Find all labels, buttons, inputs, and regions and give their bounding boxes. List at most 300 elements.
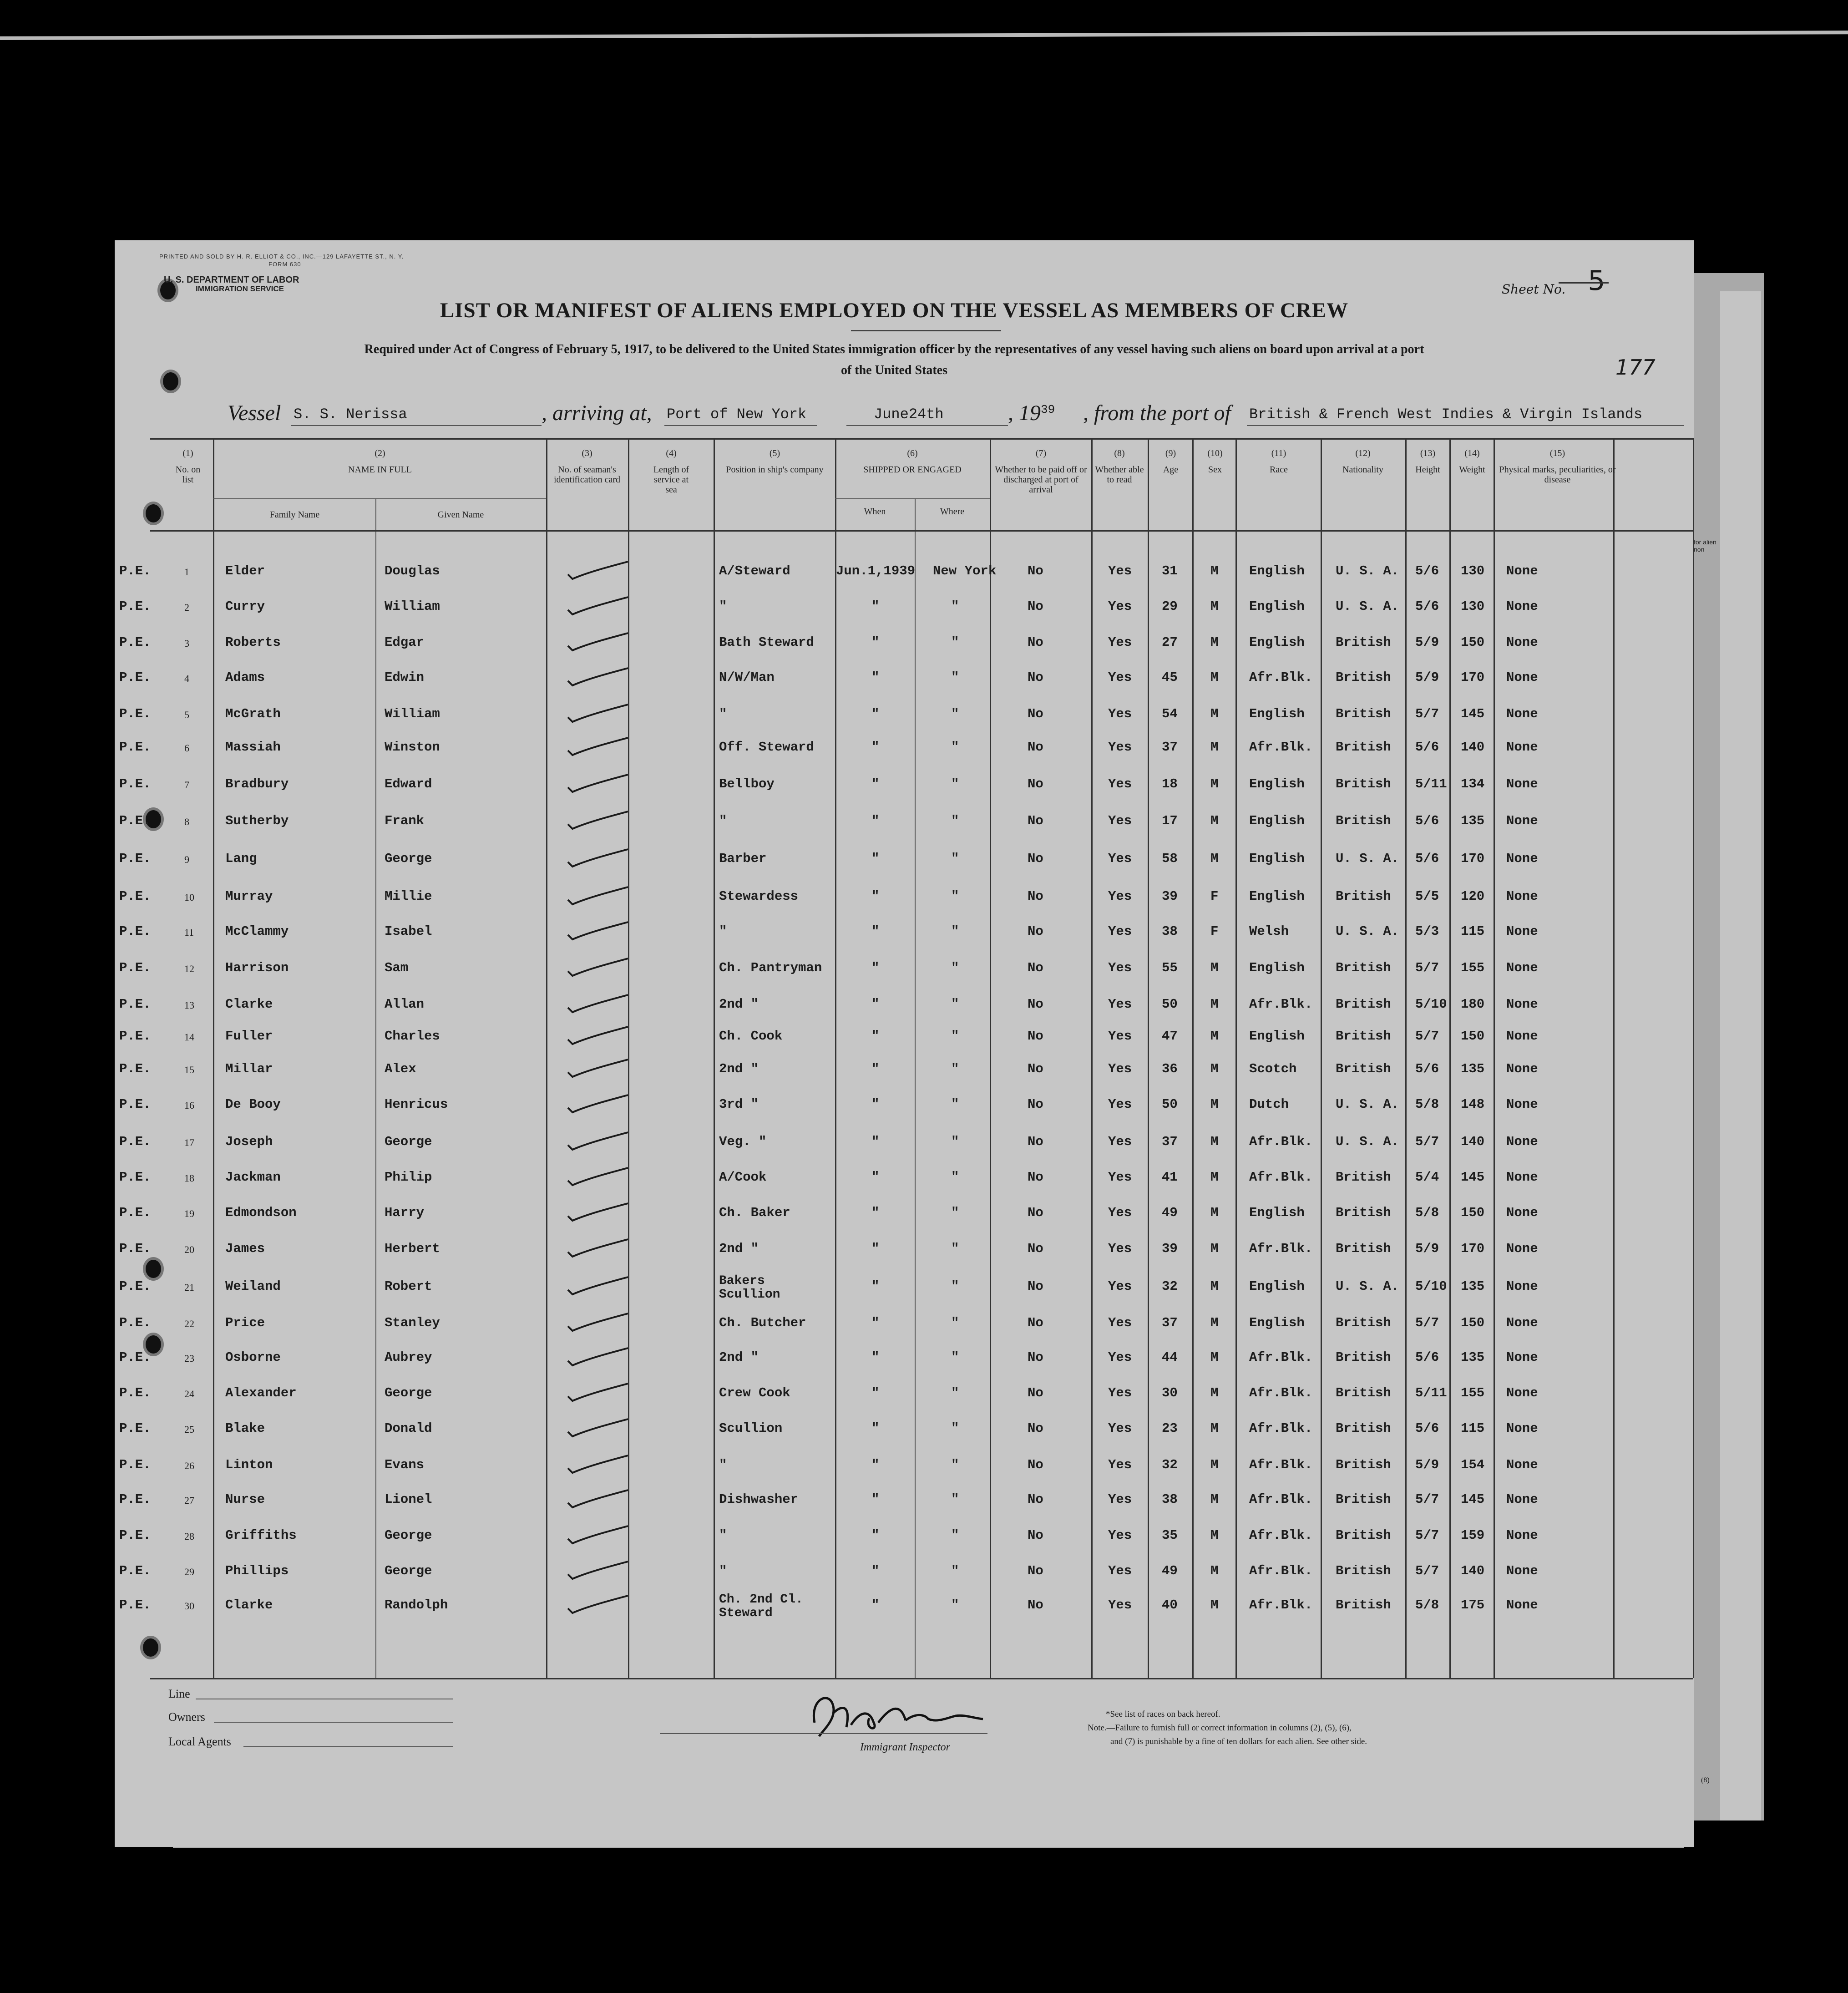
physical-marks-cell: None — [1506, 1170, 1538, 1185]
age-cell: 23 — [1162, 1421, 1178, 1436]
list-number-cell: 14 — [184, 1031, 194, 1043]
height-cell: 5/6 — [1415, 1421, 1439, 1436]
height-cell: 5/7 — [1415, 1492, 1439, 1507]
family-name-cell: Elder — [225, 563, 265, 578]
given-name-cell: Randolph — [385, 1597, 448, 1613]
shipped-when-cell: " — [871, 1170, 880, 1185]
race-cell: Scotch — [1249, 1061, 1297, 1076]
height-cell: 5/9 — [1415, 635, 1439, 650]
status-cell: P.E. — [119, 1205, 151, 1220]
table-rule — [150, 1678, 1693, 1679]
list-number-cell: 10 — [184, 892, 194, 903]
sex-cell: M — [1210, 1061, 1219, 1076]
shipped-when-cell: " — [871, 635, 880, 650]
list-number-cell: 28 — [184, 1531, 194, 1542]
list-number-cell: 15 — [184, 1064, 194, 1075]
able-to-read-cell: Yes — [1108, 1528, 1132, 1543]
sex-cell: M — [1210, 635, 1219, 650]
paid-off-cell: No — [1028, 1279, 1043, 1294]
shipped-when-cell: " — [871, 599, 880, 614]
shipped-where-cell: " — [951, 740, 959, 755]
position-cell: Stewardess — [719, 889, 799, 904]
nationality-cell: British — [1336, 1421, 1391, 1436]
position-cell: Ch. Butcher — [719, 1315, 806, 1330]
weight-cell: 145 — [1461, 1492, 1485, 1507]
status-cell: P.E. — [119, 813, 151, 828]
physical-marks-cell: None — [1506, 997, 1538, 1012]
list-number-cell: 25 — [184, 1424, 194, 1435]
position-cell: Barber — [719, 851, 767, 866]
paid-off-cell: No — [1028, 776, 1043, 791]
subtitle-line-1: Required under Act of Congress of February 5, 1917, to be delivered to the United States immigration officer by the representatives of any vessel having such aliens on board upon arrival at a port — [364, 342, 1424, 356]
shipped-when-cell: " — [871, 851, 880, 866]
paid-off-cell: No — [1028, 1315, 1043, 1330]
col-label: NAME IN FULL — [348, 465, 412, 475]
paid-off-cell: No — [1028, 706, 1043, 721]
col-number: (4) — [666, 448, 677, 458]
race-cell: Afr.Blk. — [1249, 997, 1313, 1012]
race-cell: English — [1249, 960, 1305, 975]
family-name-cell: Osborne — [225, 1350, 281, 1365]
able-to-read-cell: Yes — [1108, 1029, 1132, 1044]
shipped-when-cell: " — [871, 960, 880, 975]
col-label: Height — [1415, 465, 1440, 475]
physical-marks-cell: None — [1506, 1421, 1538, 1436]
list-number-cell: 18 — [184, 1172, 194, 1184]
position-cell: 2nd " — [719, 1350, 759, 1365]
col-number: (7) — [1035, 448, 1047, 458]
voyage-line — [228, 401, 1684, 428]
family-name-cell: Edmondson — [225, 1205, 297, 1220]
table-row — [0, 842, 1684, 877]
status-cell: P.E. — [119, 1029, 151, 1044]
status-cell: P.E. — [119, 889, 151, 904]
shipped-when-cell: " — [871, 1315, 880, 1330]
sex-cell: M — [1210, 1421, 1219, 1436]
shipped-where-cell: " — [951, 889, 959, 904]
given-name-cell: George — [385, 1134, 432, 1149]
paid-off-cell: No — [1028, 889, 1043, 904]
age-cell: 41 — [1162, 1170, 1178, 1185]
weight-cell: 148 — [1461, 1097, 1485, 1112]
age-cell: 37 — [1162, 1134, 1178, 1149]
age-cell: 38 — [1162, 1492, 1178, 1507]
col-label: SHIPPED OR ENGAGED — [863, 465, 962, 475]
sheet-number-label: Sheet No. — [1502, 282, 1566, 297]
col-header-where: Where — [940, 507, 965, 517]
col-header-5 — [717, 448, 833, 475]
given-name-cell: Winston — [385, 740, 440, 755]
weight-cell: 130 — [1461, 599, 1485, 614]
list-number-cell: 22 — [184, 1318, 194, 1329]
nationality-cell: British — [1336, 706, 1391, 721]
col-header-11 — [1238, 448, 1320, 475]
position-cell: Ch. Cook — [719, 1029, 783, 1044]
age-cell: 50 — [1162, 1097, 1178, 1112]
age-cell: 58 — [1162, 851, 1178, 866]
table-row — [0, 1448, 1684, 1484]
check-mark-icon — [564, 1056, 633, 1083]
height-cell: 5/6 — [1415, 563, 1439, 578]
table-row — [0, 1483, 1684, 1518]
table-row — [0, 880, 1684, 915]
table-row — [0, 767, 1684, 803]
sheet-number-value: 5 — [1588, 265, 1605, 297]
paid-off-cell: No — [1028, 635, 1043, 650]
given-name-cell: William — [385, 706, 440, 721]
paid-off-cell: No — [1028, 1350, 1043, 1365]
race-cell: English — [1249, 563, 1305, 578]
status-cell: P.E. — [119, 706, 151, 721]
given-name-cell: Isabel — [385, 924, 432, 939]
table-row — [0, 730, 1684, 766]
position-cell: " — [719, 924, 727, 939]
physical-marks-cell: None — [1506, 1097, 1538, 1112]
list-number-cell: 26 — [184, 1460, 194, 1471]
vessel-label: Vessel — [228, 401, 281, 425]
family-name-cell: Fuller — [225, 1029, 273, 1044]
position-cell: Off. Steward — [719, 740, 814, 755]
weight-cell: 150 — [1461, 1315, 1485, 1330]
margin-note: for alien non — [1694, 538, 1716, 553]
position-cell: N/W/Man — [719, 670, 775, 685]
race-cell: English — [1249, 889, 1305, 904]
weight-cell: 120 — [1461, 889, 1485, 904]
position-cell: " — [719, 1563, 727, 1578]
table-row — [0, 1019, 1684, 1055]
weight-cell: 140 — [1461, 1134, 1485, 1149]
able-to-read-cell: Yes — [1108, 1563, 1132, 1578]
physical-marks-cell: None — [1506, 1134, 1538, 1149]
check-mark-icon — [564, 991, 633, 1019]
weight-cell: 170 — [1461, 670, 1485, 685]
vessel-name: S. S. Nerissa — [294, 406, 407, 423]
table-row — [0, 661, 1684, 696]
list-number-cell: 11 — [184, 927, 194, 938]
check-mark-icon — [564, 1164, 633, 1192]
age-cell: 40 — [1162, 1597, 1178, 1613]
table-row — [0, 1341, 1684, 1376]
age-cell: 50 — [1162, 997, 1178, 1012]
check-mark-icon — [564, 918, 633, 946]
family-name-cell: Nurse — [225, 1492, 265, 1507]
position-cell: " — [719, 706, 727, 721]
weight-cell: 154 — [1461, 1457, 1485, 1472]
given-name-cell: Evans — [385, 1457, 425, 1472]
local-agents-field — [243, 1746, 453, 1747]
col-label: Position in ship's company — [726, 465, 824, 475]
shipped-where-cell: " — [951, 924, 959, 939]
check-mark-icon — [564, 1592, 633, 1619]
given-name-cell: George — [385, 1528, 432, 1543]
physical-marks-cell: None — [1506, 776, 1538, 791]
status-cell: P.E. — [119, 1492, 151, 1507]
check-mark-icon — [564, 1380, 633, 1407]
list-number-cell: 23 — [184, 1353, 194, 1364]
shipped-where-cell: " — [951, 1170, 959, 1185]
punch-hole — [163, 372, 178, 390]
weight-cell: 150 — [1461, 635, 1485, 650]
able-to-read-cell: Yes — [1108, 1241, 1132, 1256]
col-number: (13) — [1420, 448, 1436, 458]
physical-marks-cell: None — [1506, 1061, 1538, 1076]
given-name-cell: Frank — [385, 813, 425, 828]
status-cell: P.E. — [119, 851, 151, 866]
check-mark-icon — [564, 1415, 633, 1443]
sex-cell: M — [1210, 1205, 1219, 1220]
owners-label: Owners — [168, 1710, 205, 1724]
shipped-when-cell: " — [871, 1134, 880, 1149]
sex-cell: M — [1210, 563, 1219, 578]
race-cell: Afr.Blk. — [1249, 1421, 1313, 1436]
paid-off-cell: No — [1028, 563, 1043, 578]
position-cell: Dishwasher — [719, 1492, 799, 1507]
shipped-when-cell: " — [871, 1492, 880, 1507]
given-name-cell: Charles — [385, 1029, 440, 1044]
able-to-read-cell: Yes — [1108, 1492, 1132, 1507]
status-cell: P.E. — [119, 1279, 151, 1294]
col-label: Whether able to read — [1095, 465, 1144, 485]
height-cell: 5/6 — [1415, 851, 1439, 866]
inspector-signature-line — [660, 1733, 987, 1734]
height-cell: 5/6 — [1415, 1061, 1439, 1076]
position-cell: Ch. Pantryman — [719, 960, 822, 975]
able-to-read-cell: Yes — [1108, 1385, 1132, 1400]
status-cell: P.E. — [119, 1421, 151, 1436]
sex-cell: F — [1210, 889, 1219, 904]
table-row — [0, 1376, 1684, 1412]
paid-off-cell: No — [1028, 1563, 1043, 1578]
list-number-cell: 20 — [184, 1244, 194, 1255]
nationality-cell: British — [1336, 1528, 1391, 1543]
inspector-signature — [801, 1686, 992, 1745]
col-number: (12) — [1355, 448, 1371, 458]
col-header-12 — [1322, 448, 1404, 475]
height-cell: 5/7 — [1415, 1528, 1439, 1543]
weight-cell: 155 — [1461, 1385, 1485, 1400]
family-name-cell: Clarke — [225, 997, 273, 1012]
note-line-2: Note.—Failure to furnish full or correct information in columns (2), (5), (6), — [1088, 1723, 1352, 1733]
nationality-cell: British — [1336, 1170, 1391, 1185]
physical-marks-cell: None — [1506, 1279, 1538, 1294]
race-cell: English — [1249, 813, 1305, 828]
paid-off-cell: No — [1028, 670, 1043, 685]
position-cell: Bellboy — [719, 776, 775, 791]
height-cell: 5/5 — [1415, 889, 1439, 904]
nationality-cell: British — [1336, 1350, 1391, 1365]
col-header-given-name: Given Name — [437, 510, 484, 520]
age-cell: 55 — [1162, 960, 1178, 975]
shipped-when-cell: " — [871, 1528, 880, 1543]
race-cell: English — [1249, 851, 1305, 866]
race-cell: Welsh — [1249, 924, 1289, 939]
race-cell: English — [1249, 1029, 1305, 1044]
list-number-cell: 7 — [184, 779, 189, 791]
col-header-14 — [1452, 448, 1493, 475]
nationality-cell: British — [1336, 670, 1391, 685]
list-number-cell: 5 — [184, 709, 189, 720]
list-number-cell: 29 — [184, 1566, 194, 1577]
physical-marks-cell: None — [1506, 1563, 1538, 1578]
table-row — [0, 1161, 1684, 1196]
sex-cell: M — [1210, 740, 1219, 755]
note-line-1: *See list of races on back hereof. — [1106, 1709, 1220, 1719]
weight-cell: 155 — [1461, 960, 1485, 975]
status-cell: P.E. — [119, 1134, 151, 1149]
list-number-cell: 30 — [184, 1600, 194, 1612]
paid-off-cell: No — [1028, 1241, 1043, 1256]
shipped-when-cell: " — [871, 1097, 880, 1112]
position-cell: 2nd " — [719, 997, 759, 1012]
nationality-cell: U. S. A. — [1336, 924, 1399, 939]
table-row — [0, 697, 1684, 733]
given-name-cell: Douglas — [385, 563, 440, 578]
shipped-where-cell: " — [951, 851, 959, 866]
able-to-read-cell: Yes — [1108, 1061, 1132, 1076]
col-header-family-name: Family Name — [269, 510, 320, 520]
shipped-where-cell: " — [951, 1061, 959, 1076]
sex-cell: F — [1210, 924, 1219, 939]
family-name-cell: Millar — [225, 1061, 273, 1076]
col-number: (3) — [582, 448, 592, 458]
height-cell: 5/10 — [1415, 997, 1447, 1012]
shipped-when-cell: " — [871, 1241, 880, 1256]
paid-off-cell: No — [1028, 813, 1043, 828]
sex-cell: M — [1210, 960, 1219, 975]
shipped-where-cell: " — [951, 670, 959, 685]
film-edge-line — [0, 30, 1848, 40]
underlying-sheet-2 — [1720, 291, 1761, 1821]
nationality-cell: British — [1336, 1205, 1391, 1220]
table-row — [0, 915, 1684, 950]
subtitle-line-2: of the United States — [840, 363, 948, 377]
shipped-where-cell: " — [951, 960, 959, 975]
physical-marks-cell: None — [1506, 1241, 1538, 1256]
given-name-cell: Aubrey — [385, 1350, 432, 1365]
check-mark-icon — [564, 701, 633, 728]
col-number: (8) — [1114, 448, 1125, 458]
col-number: (9) — [1165, 448, 1176, 458]
col-label: Sex — [1208, 465, 1222, 475]
position-cell: Scullion — [719, 1421, 783, 1436]
paid-off-cell: No — [1028, 1492, 1043, 1507]
col-number: (6) — [907, 448, 918, 458]
col-label: Whether to be paid off or discharged at port of arrival — [995, 465, 1087, 495]
family-name-cell: Sutherby — [225, 813, 289, 828]
age-cell: 45 — [1162, 670, 1178, 685]
status-cell: P.E. — [119, 1563, 151, 1578]
year-label — [1008, 401, 1055, 426]
weight-cell: 145 — [1461, 706, 1485, 721]
position-cell: " — [719, 599, 727, 614]
sex-cell: M — [1210, 1457, 1219, 1472]
family-name-cell: McGrath — [225, 706, 281, 721]
height-cell: 5/6 — [1415, 599, 1439, 614]
table-row — [0, 1232, 1684, 1268]
family-name-cell: Massiah — [225, 740, 281, 755]
col-number: (14) — [1464, 448, 1480, 458]
family-name-cell: Adams — [225, 670, 265, 685]
table-row — [0, 1588, 1684, 1624]
nationality-cell: U. S. A. — [1336, 1279, 1399, 1294]
position-cell: Veg. " — [719, 1134, 767, 1149]
table-row — [0, 1306, 1684, 1342]
nationality-cell: British — [1336, 1457, 1391, 1472]
check-mark-icon — [564, 593, 633, 621]
height-cell: 5/6 — [1415, 740, 1439, 755]
status-cell: P.E. — [119, 1528, 151, 1543]
age-cell: 39 — [1162, 889, 1178, 904]
weight-cell: 150 — [1461, 1029, 1485, 1044]
printer-imprint — [159, 253, 404, 268]
given-name-cell: Herbert — [385, 1241, 440, 1256]
shipped-where-cell: " — [951, 1315, 959, 1330]
col-label: Nationality — [1342, 465, 1383, 475]
position-cell: Ch. 2nd Cl. Steward — [719, 1592, 803, 1620]
physical-marks-cell: None — [1506, 889, 1538, 904]
given-name-cell: Donald — [385, 1421, 432, 1436]
race-cell: Afr.Blk. — [1249, 740, 1313, 755]
nationality-cell: U. S. A. — [1336, 851, 1399, 866]
status-cell: P.E. — [119, 1457, 151, 1472]
able-to-read-cell: Yes — [1108, 960, 1132, 975]
table-row — [0, 988, 1684, 1023]
status-cell: P.E. — [119, 1170, 151, 1185]
col-header-1 — [172, 448, 204, 485]
list-number-cell: 6 — [184, 742, 189, 754]
check-mark-icon — [564, 1023, 633, 1050]
weight-cell: 150 — [1461, 1205, 1485, 1220]
paid-off-cell: No — [1028, 740, 1043, 755]
age-cell: 27 — [1162, 635, 1178, 650]
col-header-15 — [1495, 448, 1620, 485]
race-cell: Afr.Blk. — [1249, 1134, 1313, 1149]
physical-marks-cell: None — [1506, 960, 1538, 975]
weight-cell: 159 — [1461, 1528, 1485, 1543]
nationality-cell: British — [1336, 1563, 1391, 1578]
form-title: LIST OR MANIFEST OF ALIENS EMPLOYED ON THE VESSEL AS MEMBERS OF CREW — [440, 299, 1349, 322]
physical-marks-cell: None — [1506, 1385, 1538, 1400]
height-cell: 5/11 — [1415, 776, 1447, 791]
shipped-when-cell: " — [871, 997, 880, 1012]
race-cell: Afr.Blk. — [1249, 1563, 1313, 1578]
height-cell: 5/7 — [1415, 706, 1439, 721]
sex-cell: M — [1210, 1563, 1219, 1578]
height-cell: 5/7 — [1415, 960, 1439, 975]
physical-marks-cell: None — [1506, 1457, 1538, 1472]
given-name-cell: Edward — [385, 776, 432, 791]
position-cell: " — [719, 1457, 727, 1472]
able-to-read-cell: Yes — [1108, 599, 1132, 614]
physical-marks-cell: None — [1506, 1528, 1538, 1543]
shipped-when-cell: " — [871, 706, 880, 721]
family-name-cell: Linton — [225, 1457, 273, 1472]
shipped-when-cell: " — [871, 924, 880, 939]
shipped-when-cell: " — [871, 670, 880, 685]
paid-off-cell: No — [1028, 997, 1043, 1012]
page-number: 177 — [1615, 355, 1656, 380]
physical-marks-cell: None — [1506, 1315, 1538, 1330]
sex-cell: M — [1210, 1597, 1219, 1613]
able-to-read-cell: Yes — [1108, 1315, 1132, 1330]
weight-cell: 180 — [1461, 997, 1485, 1012]
able-to-read-cell: Yes — [1108, 1457, 1132, 1472]
check-mark-icon — [564, 771, 633, 798]
given-name-cell: Stanley — [385, 1315, 440, 1330]
race-cell: Afr.Blk. — [1249, 670, 1313, 685]
status-cell: P.E. — [119, 1597, 151, 1613]
age-cell: 47 — [1162, 1029, 1178, 1044]
